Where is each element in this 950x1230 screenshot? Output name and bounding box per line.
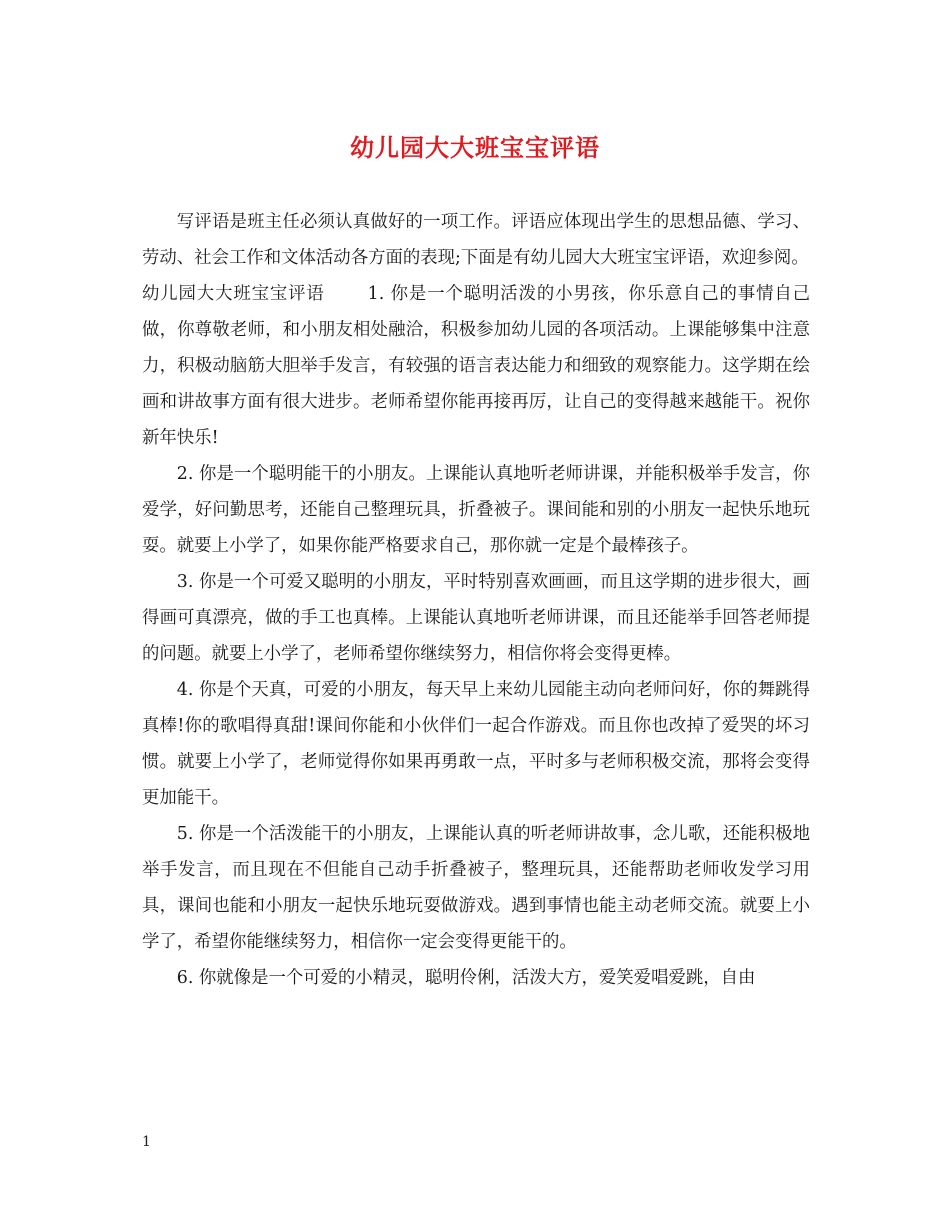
comment-paragraph-3: 3. 你是一个可爱又聪明的小朋友，平时特别喜欢画画，而且这学期的进步很大，画得画可真漂亮，做的手工也真棒。上课能认真地听老师讲课，而且还能举手回答老师提的问题。就要上小学了，老师希望你继续努力，相信你将会变得更棒。 [142,572,810,664]
comment-paragraph-4: 4. 你是个天真，可爱的小朋友，每天早上来幼儿园能主动向老师问好，你的舞跳得真棒!你的歌唱得真甜!课间你能和小伙伴们一起合作游戏。而且你也改掉了爱哭的坏习惯。就要上小学了，老师觉得你如果再勇敢一点，平时多与老师积极交流，那将会变得更加能干。 [142,680,810,808]
comment-paragraph-6: 6. 你就像是一个可爱的小精灵，聪明伶俐，活泼大方，爱笑爱唱爱跳，自由 [176,968,756,988]
comment-paragraph-2: 2. 你是一个聪明能干的小朋友。上课能认真地听老师讲课，并能积极举手发言，你爱学，好问勤思考，还能自己整理玩具，折叠被子。课间能和别的小朋友一起快乐地玩耍。就要上小学了，如果你能严格要求自己，那你就一定是个最棒孩子。 [142,464,810,556]
page-number: 1 [142,1134,151,1150]
comment-paragraph-1: 幼儿园大大班宝宝评语 1. 你是一个聪明活泼的小男孩，你乐意自己的事情自己做，你尊敬老师，和小朋友相处融洽，积极参加幼儿园的各项活动。上课能够集中注意力，积极动脑筋大胆举手发言，有较强的语言表达能力和细致的观察能力。这学期在绘画和讲故事方面有很大进步。老师希望你能再接再厉，让自己的变得越来越能干。祝你新年快乐! [142,284,810,448]
document-title: 幼儿园大大班宝宝评语 [350,133,600,162]
intro-paragraph: 写评语是班主任必须认真做好的一项工作。评语应体现出学生的思想品德、学习、劳动、社会工作和文体活动各方面的表现;下面是有幼儿园大大班宝宝评语，欢迎参阅。 [142,212,810,268]
comment-paragraph-5: 5. 你是一个活泼能干的小朋友，上课能认真的听老师讲故事，念儿歌，还能积极地举手发言，而且现在不但能自己动手折叠被子，整理玩具，还能帮助老师收发学习用具，课间也能和小朋友一起快乐地玩耍做游戏。遇到事情也能主动老师交流。就要上小学了，希望你能继续努力，相信你一定会变得更能干的。 [142,824,810,952]
document-body [142,204,810,996]
